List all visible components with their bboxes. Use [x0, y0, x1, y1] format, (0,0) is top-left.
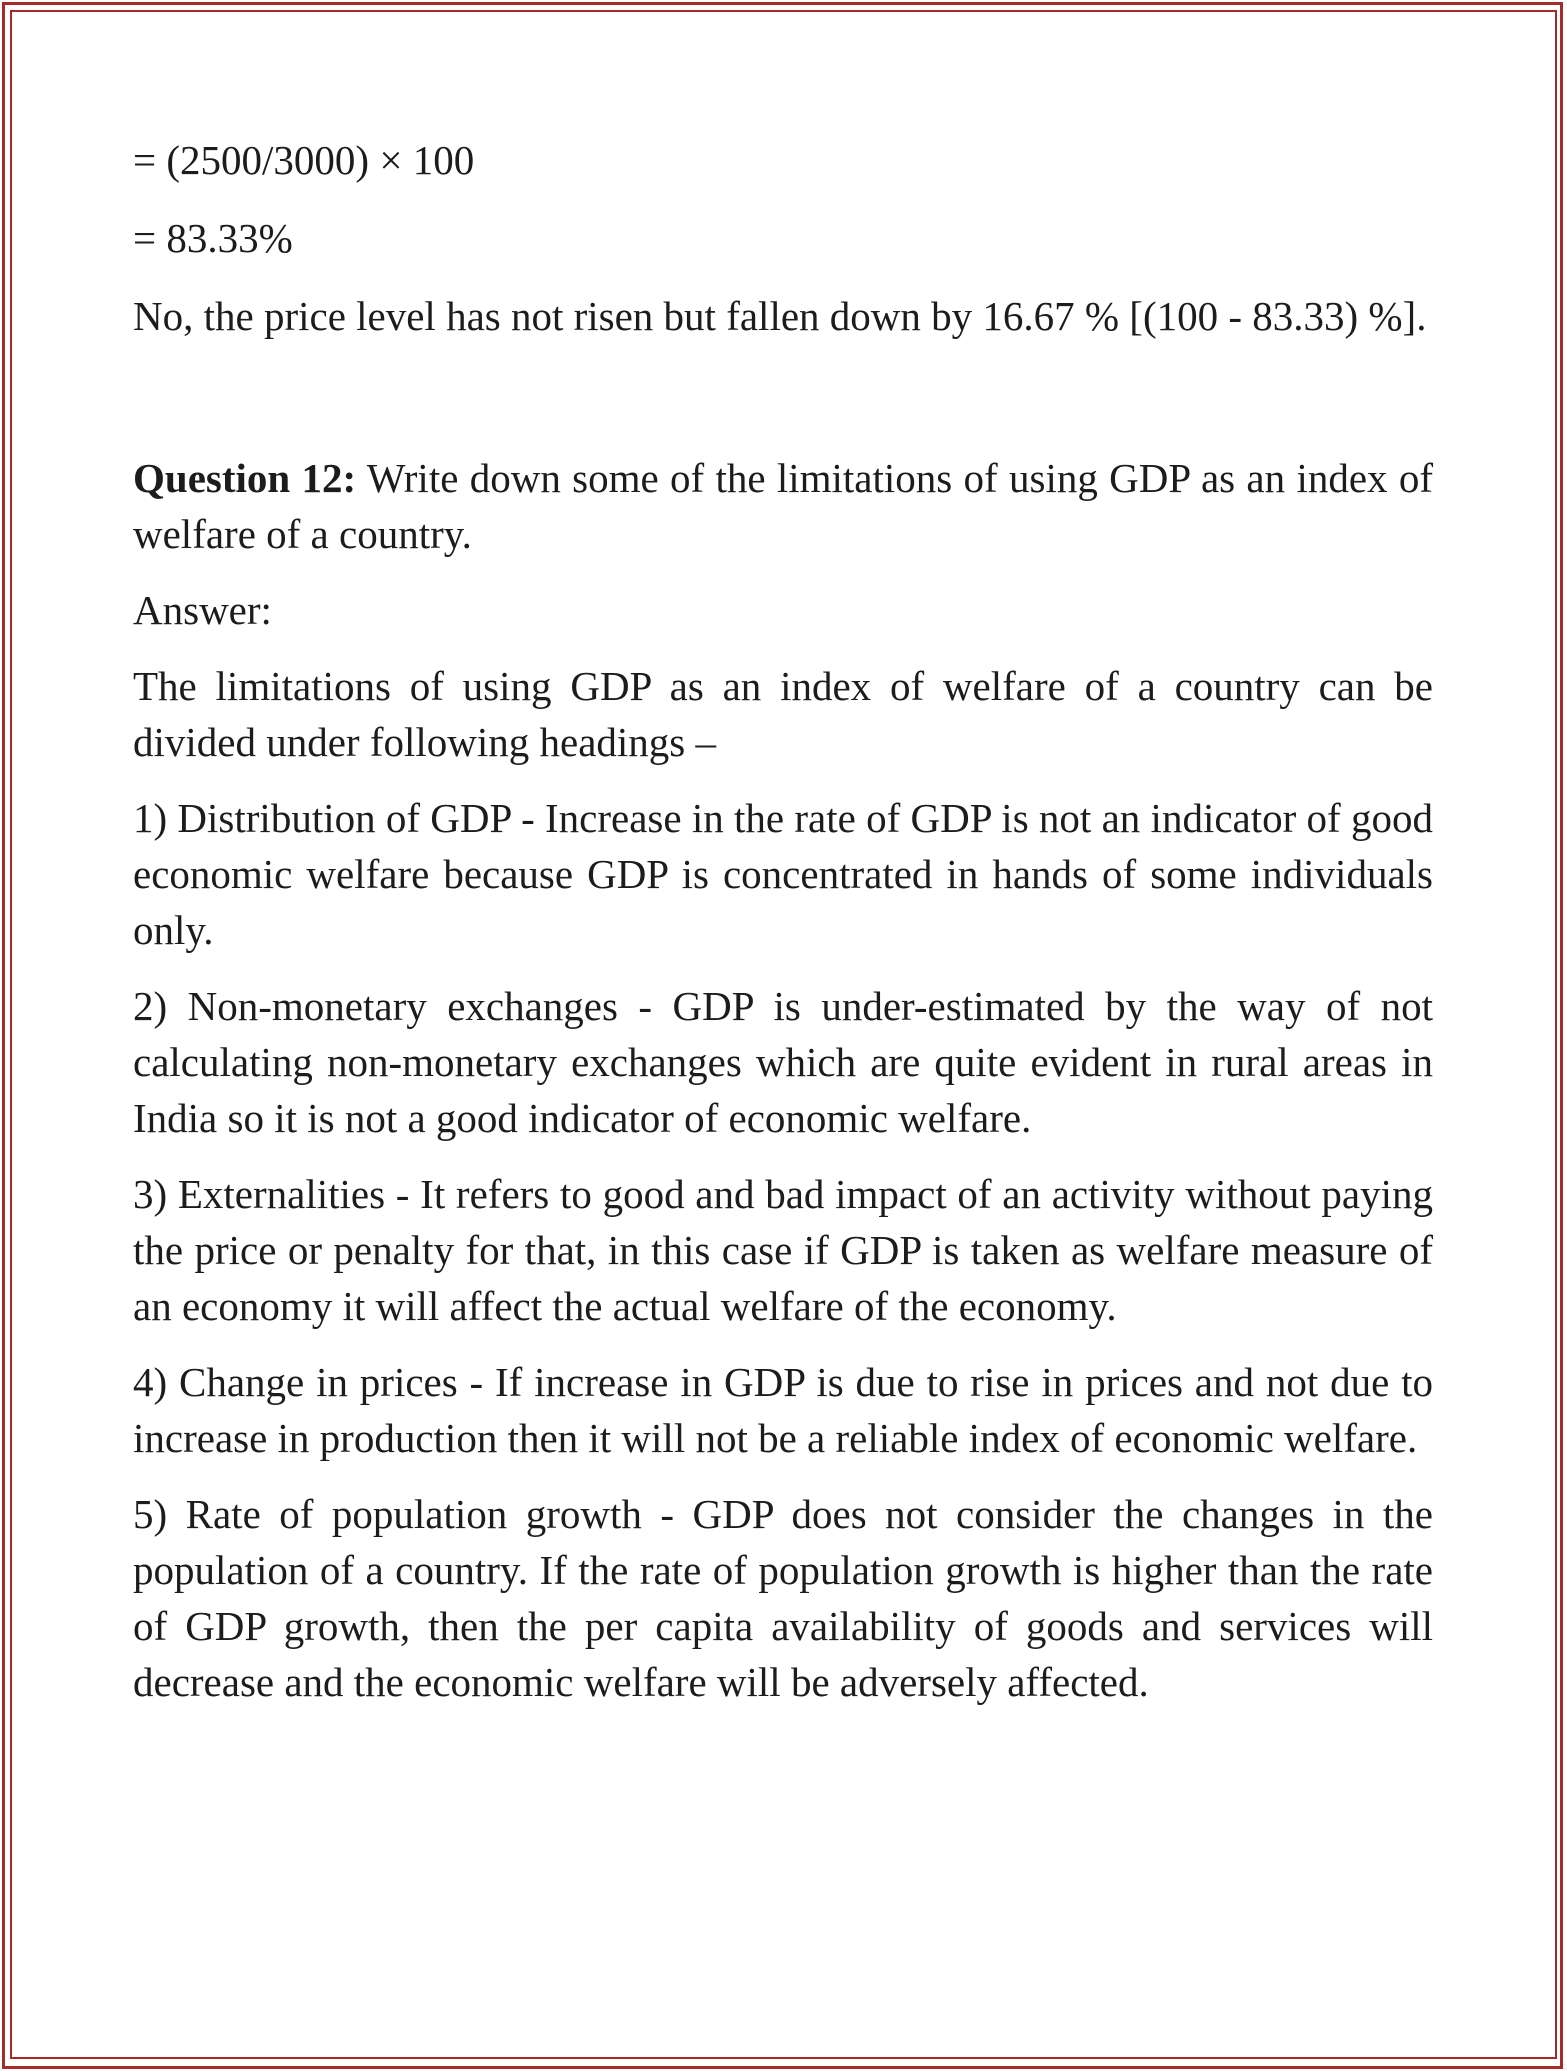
question-text: Write down some of the limitations of using GDP as an index of welfare of a country. [133, 455, 1433, 557]
price-level-conclusion: No, the price level has not risen but fallen down by 16.67 % [(100 - 83.33) %]. [133, 293, 1427, 339]
document-body [133, 132, 1433, 1710]
question-12 [133, 450, 1433, 562]
calculation-line-1: = (2500/3000) × 100 [133, 137, 475, 183]
calculation-line-2: = 83.33% [133, 215, 293, 261]
limitation-point-3: 3) Externalities - It refers to good and bad impact of an activity without paying the price or penalty for that, in this case if GDP is taken as welfare measure of an economy it will affect the actual welfare of the economy. [133, 1171, 1433, 1329]
limitation-point-1: 1) Distribution of GDP - Increase in the rate of GDP is not an indicator of good economic welfare because GDP is concentrated in hands of some individuals only. [133, 795, 1433, 953]
answer-label: Answer: [133, 587, 272, 633]
answer-intro: The limitations of using GDP as an index of welfare of a country can be divided under following headings – [133, 663, 1433, 765]
limitation-point-4: 4) Change in prices - If increase in GDP is due to rise in prices and not due to increase in production then it will not be a reliable index of economic welfare. [133, 1359, 1433, 1461]
question-label: Question 12: [133, 455, 357, 501]
limitation-point-5: 5) Rate of population growth - GDP does not consider the changes in the population of a country. If the rate of population growth is higher than the rate of GDP growth, then the per capita availability of goods and services will decrease and the economic welfare will be adversely affected. [133, 1491, 1433, 1705]
limitation-point-2: 2) Non-monetary exchanges - GDP is under-estimated by the way of not calculating non-monetary exchanges which are quite evident in rural areas in India so it is not a good indicator of economic welfare. [133, 983, 1433, 1141]
